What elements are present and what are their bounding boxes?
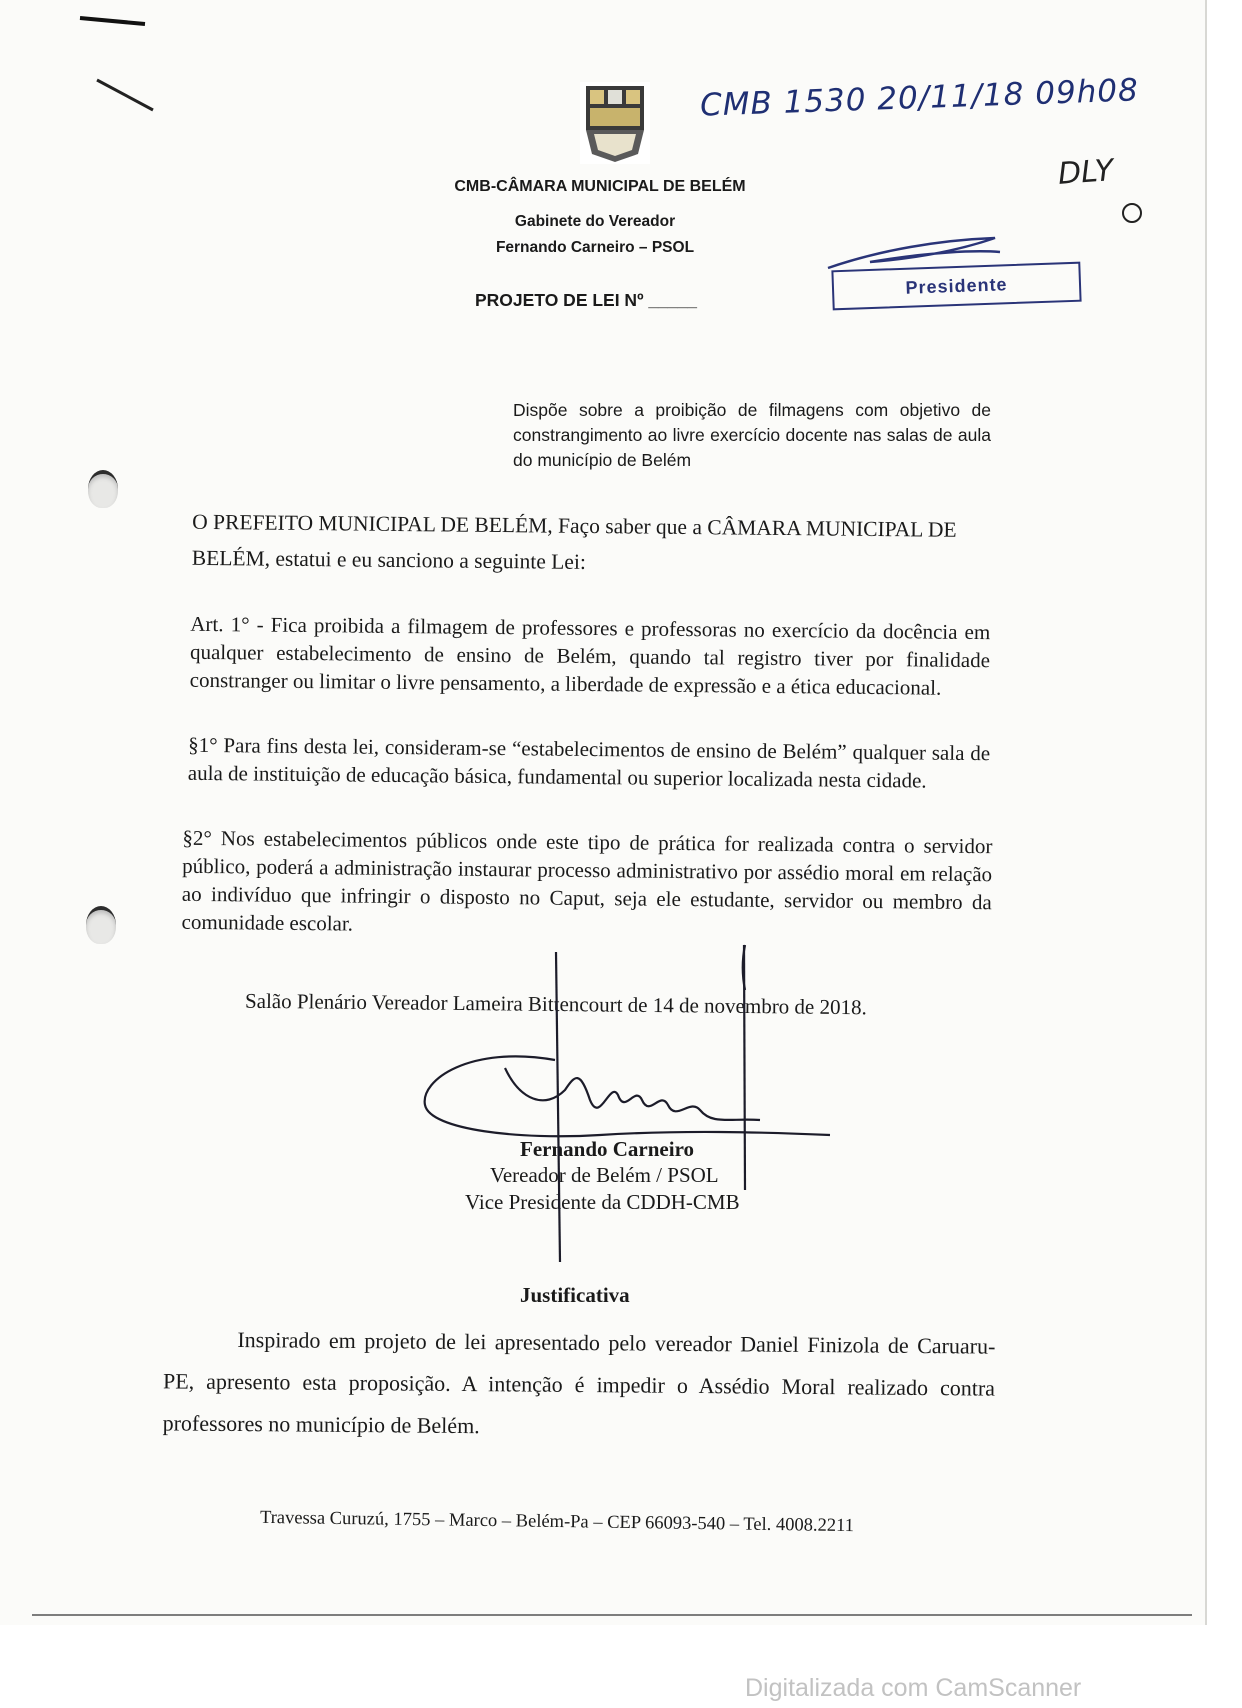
bill-title: PROJETO DE LEI Nº _____ bbox=[475, 290, 697, 310]
paragraph-1: §1° Para fins desta lei, consideram-se “estabelecimentos de ensino de Belém” qualquer sala de aula de instituição de educação básica, fundamental ou superior localizada nesta cidade. bbox=[187, 732, 991, 793]
office-name: Gabinete do Vereador bbox=[514, 213, 676, 230]
president-stamp: Presidente bbox=[831, 262, 1081, 311]
paragraph-2: §2° Nos estabelecimentos públicos onde este tipo de prática for realizada contra o servidor público, poderá a administração instaurar processo administrativo por assédio moral em relação ao indivíduo que infringir o disposto no Caput, seja ele estudante, servidor ou membro da comunidade escolar. bbox=[181, 825, 993, 936]
justification-title: Justificativa bbox=[520, 1283, 630, 1307]
president-signature bbox=[828, 238, 1000, 268]
signatory-committee-role: Vice Presidente da CDDH-CMB bbox=[465, 1190, 740, 1214]
organization-name: CMB-CÂMARA MUNICIPAL DE BELÉM bbox=[454, 178, 746, 195]
protocol-stamp: CMB 1530 20/11/18 09h08 bbox=[699, 72, 1140, 124]
author-signature-scribble bbox=[505, 1068, 760, 1120]
place-and-date: Salão Plenário Vereador Lameira Bittencourt de 14 de novembro de 2018. bbox=[244, 988, 867, 1020]
camscanner-watermark: Digitalizada com CamScanner bbox=[745, 1674, 1082, 1702]
signature-stroke-vertical-1 bbox=[556, 952, 560, 1262]
councillor-name: Fernando Carneiro – PSOL bbox=[495, 239, 695, 256]
justification-text: Inspirado em projeto de lei apresentado pelo vereador Daniel Finizola de Caruaru- PE, apresento esta proposição. A intenção é impedir o Assédio Moral realizado contra professores no município de Belém. bbox=[162, 1327, 996, 1439]
signatory-name: Fernando Carneiro bbox=[520, 1137, 695, 1161]
bill-summary: Dispõe sobre a proibição de filmagens com objetivo de constrangimento ao livre exercício docente nas salas de aula do município de Belém bbox=[513, 400, 991, 470]
margin-stroke-2 bbox=[97, 80, 153, 110]
signatory-role: Vereador de Belém / PSOL bbox=[490, 1163, 719, 1187]
author-signature-loop bbox=[425, 1056, 830, 1136]
enactment-clause: O PREFEITO MUNICIPAL DE BELÉM, Faço saber que a CÂMARA MUNICIPAL DE BELÉM, estatui e eu sanciono a seguinte Lei: bbox=[191, 509, 957, 574]
article-1: Art. 1° - Fica proibida a filmagem de professores e professoras no exercício da docência em qualquer estabelecimento de ensino de Belém, quando tal registro tiver por finalidade constranger ou limitar o livre pensamento, a liberdade de expressão e a ética educacional. bbox=[189, 611, 991, 700]
footer-address: Travessa Curuzú, 1755 – Marco – Belém-Pa – CEP 66093-540 – Tel. 4008.2211 bbox=[259, 1507, 855, 1537]
margin-stroke-1 bbox=[80, 18, 145, 24]
initials-handwritten: DLY bbox=[1056, 153, 1115, 192]
